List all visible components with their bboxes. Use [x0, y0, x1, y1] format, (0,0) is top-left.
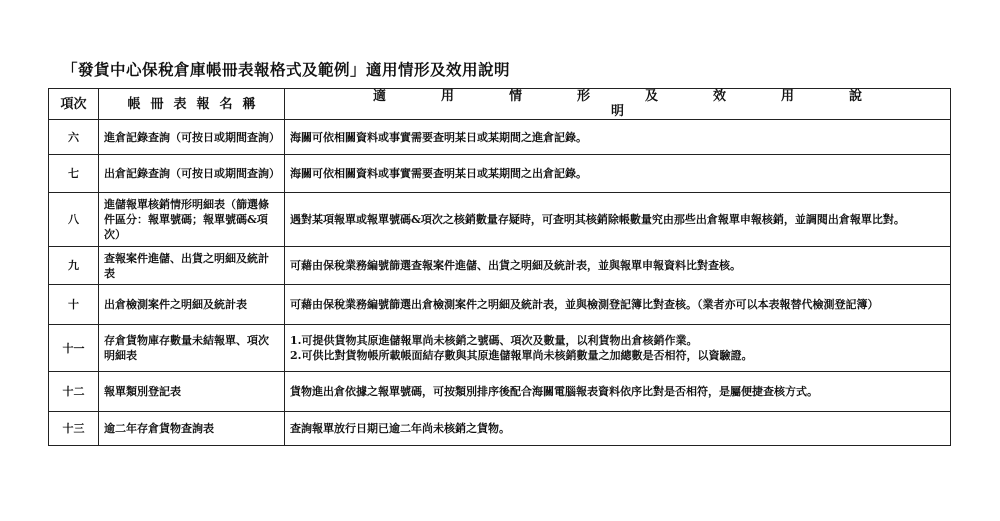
header-name: 帳冊表報名稱	[99, 89, 285, 120]
row-description	[285, 372, 951, 412]
row-description	[285, 285, 951, 325]
row-description	[285, 412, 951, 446]
row-index: 十	[49, 285, 99, 325]
table-header-row	[49, 89, 951, 120]
header-index: 項次	[49, 89, 99, 120]
description-line: 海關可依相關資料或事實需要查明某日或某期間之進倉記錄。	[290, 130, 587, 144]
row-description	[285, 120, 951, 155]
row-description	[285, 155, 951, 193]
row-name: 出倉檢測案件之明細及統計表	[99, 285, 285, 325]
row-name: 逾二年存倉貨物查詢表	[99, 412, 285, 446]
row-description	[285, 325, 951, 372]
row-index: 七	[49, 155, 99, 193]
row-name: 出倉記錄查詢（可按日或期間查詢）	[99, 155, 285, 193]
row-index: 十二	[49, 372, 99, 412]
description-line: 查詢報單放行日期已逾二年尚未核銷之貨物。	[290, 422, 510, 435]
description-line: 海關可依相關資料或事實需要查明某日或某期間之出倉記錄。	[290, 167, 587, 180]
row-description	[285, 247, 951, 285]
table-row	[49, 325, 951, 372]
usage-table	[48, 88, 951, 446]
table-row	[49, 372, 951, 412]
row-index: 八	[49, 193, 99, 247]
page-title: 「發貨中心保稅倉庫帳冊表報格式及範例」適用情形及效用說明	[62, 60, 511, 79]
table-row	[49, 285, 951, 325]
table-row	[49, 120, 951, 155]
row-name: 存倉貨物庫存數量未結報單、項次明細表	[99, 325, 285, 372]
row-name: 進儲報單核銷情形明細表（篩選條件區分：報單號碼；報單號碼&項次）	[99, 193, 285, 247]
table-row	[49, 155, 951, 193]
description-line: 遇對某項報單或報單號碼&項次之核銷數量存疑時，可查明其核銷除帳數量究由那些出倉報單申報核銷，並調閱出倉報單比對。	[290, 213, 905, 226]
table-row	[49, 247, 951, 285]
row-name: 進倉記錄查詢（可按日或期間查詢）	[99, 120, 285, 155]
table-row	[49, 412, 951, 446]
description-line: 1.可提供貨物其原進儲報單尚未核銷之號碼、項次及數量，以利貨物出倉核銷作業。	[290, 334, 698, 347]
row-name: 查報案件進儲、出貨之明細及統計表	[99, 247, 285, 285]
row-index: 十三	[49, 412, 99, 446]
row-index: 九	[49, 247, 99, 285]
row-index: 十一	[49, 325, 99, 372]
description-line: 可藉由保稅業務編號篩選查報案件進儲、出貨之明細及統計表，並與報單申報資料比對查核。	[290, 259, 741, 272]
description-line: 貨物進出倉依據之報單號碼，可按類別排序後配合海關電腦報表資料依序比對是否相符，是屬便捷查核方式。	[290, 385, 818, 398]
description-line: 2.可供比對貨物帳所載帳面結存數與其原進儲報單尚未核銷數量之加總數是否相符，以資驗證。	[290, 349, 753, 362]
row-name: 報單類別登記表	[99, 372, 285, 412]
table-row	[49, 193, 951, 247]
header-description: 適用情形及效用說明	[285, 89, 951, 120]
row-index: 六	[49, 120, 99, 155]
description-line: 可藉由保稅業務編號篩選出倉檢測案件之明細及統計表，並與檢測登記簿比對查核。（業者亦可以本表報替代檢測登記簿）	[290, 298, 879, 311]
row-description	[285, 193, 951, 247]
